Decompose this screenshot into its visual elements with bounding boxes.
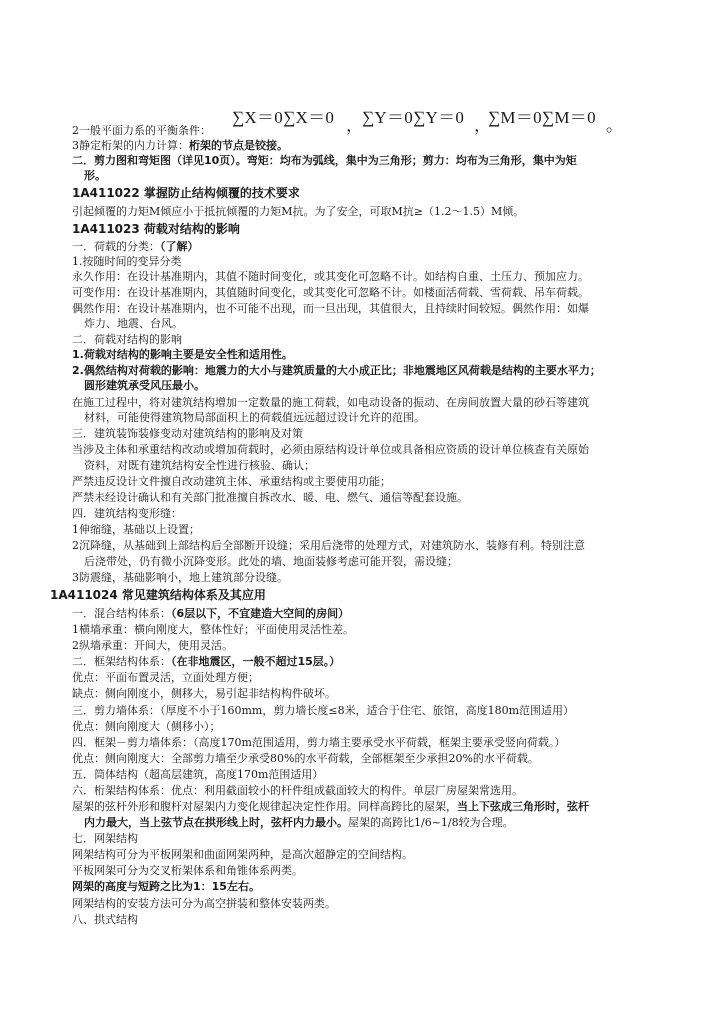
formula-end: 。 xyxy=(606,116,624,135)
paragraph-line: 严禁未经设计确认和有关部门批准擅自拆改水、暖、电、燃气、通信等配套设施。 xyxy=(72,491,468,504)
paragraph-line: 2一般平面力系的平衡条件： xyxy=(72,124,211,137)
paragraph-line: 1.按随时间的变异分类 xyxy=(72,255,182,268)
paragraph-line: 2沉降缝，从基础到上部结构后全部断开设缝；采用后浇带的处理方式，对建筑防水、装修有利。特别注意 xyxy=(72,539,585,552)
paragraph-line: 1伸缩缝，基础以上设置； xyxy=(72,523,200,536)
paragraph-line: 优点：侧向刚度大：全部剪力墙至少承受80%的水平荷载，全部框架至少承担20%的水平荷载。 xyxy=(72,752,539,765)
paragraph-line: 网架的高度与短跨之比为1：15左右。 xyxy=(72,880,260,893)
paragraph-line: 四．框架－剪力墙体系：（高度170m范围适用，剪力墙主要承受水平荷载，框架主要承受竖向荷载。） xyxy=(72,736,566,749)
bold-text: 当上下弦成三角形时，弦杆 xyxy=(457,800,589,813)
paragraph-line xyxy=(72,607,688,621)
paragraph-line xyxy=(84,816,688,830)
paragraph-line: 3防震缝，基础影响小，地上建筑部分设缝。 xyxy=(72,571,288,584)
paragraph-line: 网架结构可分为平板网架和曲面网架两种，是高次超静定的空间结构。 xyxy=(72,848,413,861)
paragraph-line: 当涉及主体和承重结构改动或增加荷载时，必须由原结构设计单位或具备相应资质的设计单位核查有关原始 xyxy=(72,443,589,456)
paragraph-line: 后浇带处，仍有微小沉降变形。此处的墙、地面装修考虑可能开裂，需设缝； xyxy=(84,555,458,568)
paragraph-line: 2纵墙承重：开间大，使用灵活。 xyxy=(72,639,233,652)
line-text: 屋架的弦杆外形和腹杆对屋架内力变化规律起决定性作用。同样高跨比的屋架， xyxy=(72,800,457,813)
formula-separator: ， xyxy=(474,116,492,135)
paragraph-line xyxy=(72,139,688,153)
line-text: 一．混合结构体系： xyxy=(72,607,171,620)
paragraph-line: 在施工过程中，将对建筑结构增加一定数量的施工荷载，如电动设备的振动、在房间放置大量的砂石等建筑 xyxy=(72,396,589,409)
paragraph-line: 二．剪力图和弯矩图（详见10页）。弯矩：均布为弧线，集中为三角形；剪力：均布为三角形，集中为矩 xyxy=(72,154,577,167)
paragraph-line: 缺点：侧向刚度小，侧移大，易引起非结构构件破坏。 xyxy=(72,687,336,700)
section-heading: 1A411024 常见建筑结构体系及其应用 xyxy=(50,588,266,602)
paragraph-line: 引起倾覆的力矩M倾应小于抵抗倾覆的力矩M抗。为了安全，可取M抗≥（1.2～1.5）M倾。 xyxy=(72,205,525,218)
paragraph-line: 可变作用：在设计基准期内，其值随时间变化，或其变化可忽略不计。如楼面活荷载、雪荷载、吊车荷载。 xyxy=(72,286,589,299)
paragraph-line: 形。 xyxy=(84,169,106,182)
paragraph-line: 圆形建筑承受风压最小。 xyxy=(84,379,205,392)
paragraph-line: 六．桁架结构体系：优点：利用截面较小的杆件组成截面较大的构件。单层厂房屋架常选用。 xyxy=(72,784,523,797)
paragraph-line: 资料，对既有建筑结构安全性进行核验、确认； xyxy=(84,459,315,472)
paragraph-line: 四．建筑结构变形缝： xyxy=(72,507,182,520)
paragraph-line: 永久作用：在设计基准期内，其值不随时间变化，或其变化可忽略不计。如结构自重、土压力、预加应力。 xyxy=(72,270,589,283)
paragraph-line: 优点：平面布置灵活，立面处理方便； xyxy=(72,671,259,684)
paragraph-line xyxy=(72,240,688,254)
paragraph-line: 八、拱式结构 xyxy=(72,913,138,926)
bold-text: （在非地震区，一般不超过15层。） xyxy=(171,655,341,668)
bold-text: （6层以下，不宜建造大空间的房间） xyxy=(171,607,350,620)
paragraph-line: 平板网架可分为交叉桁架体系和角锥体系两类。 xyxy=(72,864,303,877)
paragraph-line: 三．剪力墙体系：（厚度不小于160mm，剪力墙长度≤8米，适合于住宅、旅馆，高度180m范围适用） xyxy=(72,704,574,717)
section-heading: 1A411023 荷载对结构的影响 xyxy=(72,222,240,236)
paragraph-line: 七．网架结构 xyxy=(72,832,138,845)
section-heading: 1A411022 掌握防止结构倾覆的技术要求 xyxy=(72,186,300,200)
line-text: 一．荷载的分类： xyxy=(72,240,160,253)
paragraph-line: 五．筒体结构（超高层建筑，高度170m范围适用） xyxy=(72,768,324,781)
paragraph-line: 优点：侧向刚度大（侧移小）； xyxy=(72,720,221,733)
formula-sum-y: ∑Y＝0∑Y＝0 xyxy=(362,108,465,127)
paragraph-line: 偶然作用：在设计基准期内，也不可能不出现，而一旦出现，其值很大，且持续时间较短。偶然作用：如爆 xyxy=(72,302,589,315)
paragraph-line: 材料，可能使得建筑物局部面积上的荷载值远远超过设计允许的范围。 xyxy=(84,411,425,424)
formula-separator: ， xyxy=(346,116,364,135)
paragraph-line: 炸力、地震、台风。 xyxy=(84,317,183,330)
paragraph-line xyxy=(72,800,688,814)
formula-sum-m: ∑M＝0∑M＝0 xyxy=(488,108,596,127)
paragraph-line: 1横墙承重：横向刚度大，整体性好；平面使用灵活性差。 xyxy=(72,623,354,636)
formula-sum-x: ∑X＝0∑X＝0 xyxy=(232,108,335,127)
paragraph-line: 网架结构的安装方法可分为高空拼装和整体安装两类。 xyxy=(72,897,336,910)
paragraph-line: 2.偶然结构对荷载的影响：地震力的大小与建筑质量的大小成正比；非地震地区风荷载是结构的主要水平力； xyxy=(72,364,601,377)
paragraph-line: 严禁违反设计文件擅自改动建筑主体、承重结构或主要使用功能； xyxy=(72,475,391,488)
paragraph-line xyxy=(72,655,688,669)
paragraph-line: 1.荷载对结构的影响主要是安全性和适用性。 xyxy=(72,348,293,361)
bold-text: （了解） xyxy=(160,240,199,253)
bold-text: 内力最大，当上弦节点在拱形线上时，弦杆内力最小。 xyxy=(84,816,348,829)
paragraph-line: 二．荷载对结构的影响 xyxy=(72,333,182,346)
bold-text: 桁架的节点是铰接。 xyxy=(189,139,288,152)
line-text: 二．框架结构体系： xyxy=(72,655,171,668)
line-text: 3静定桁架的内力计算： xyxy=(72,139,189,152)
line-text: 屋架的高跨比1/6~1/8较为合理。 xyxy=(348,816,514,829)
paragraph-line: 三．建筑装饰装修变动对建筑结构的影响及对策 xyxy=(72,427,303,440)
